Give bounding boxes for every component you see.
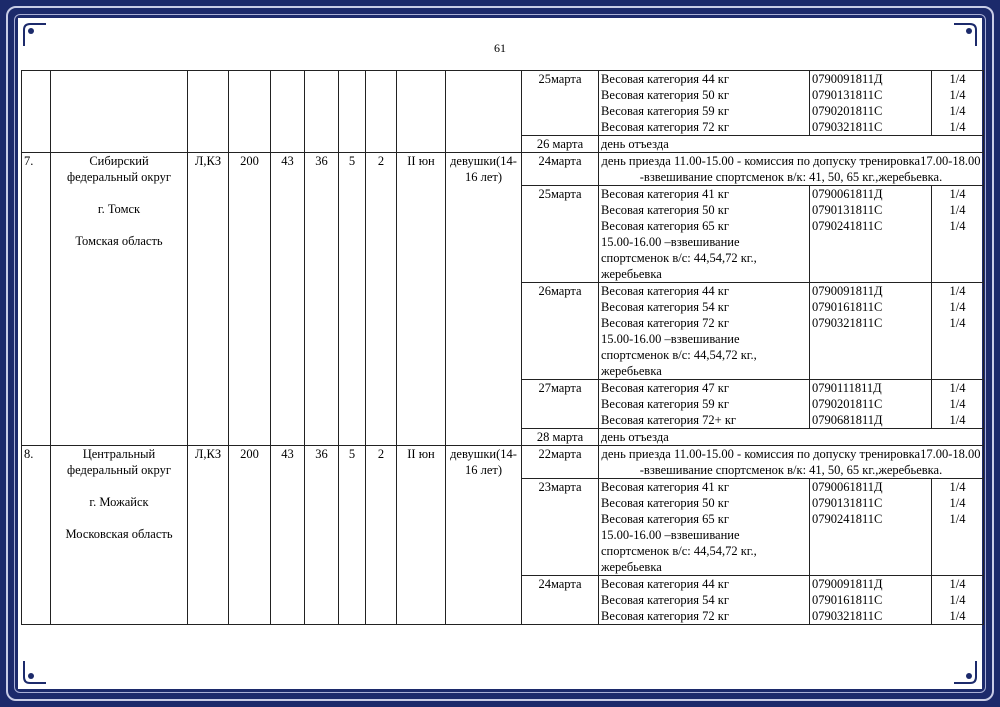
code-line: 0790321811С bbox=[812, 609, 883, 623]
empty-cell bbox=[305, 71, 339, 153]
category-line: спортсменок в/с: 44,54,72 кг., bbox=[601, 251, 757, 265]
category-line: Весовая категория 54 кг bbox=[601, 300, 729, 314]
category-line: жеребьевка bbox=[601, 560, 662, 574]
category-line: Весовая категория 72 кг bbox=[601, 609, 729, 623]
day-categories bbox=[599, 576, 810, 625]
category-line: Весовая категория 59 кг bbox=[601, 104, 729, 118]
arrival-date bbox=[522, 446, 599, 479]
page-number: 61 bbox=[494, 41, 506, 55]
category-line: жеребьевка bbox=[601, 364, 662, 378]
fraction-line: 1/4 bbox=[949, 120, 966, 134]
fraction-line: 1/4 bbox=[949, 413, 966, 427]
region-line: Сибирский bbox=[89, 154, 149, 168]
category-line: Весовая категория 44 кг bbox=[601, 72, 729, 86]
date-line: марта bbox=[550, 154, 582, 168]
region-line: Московская область bbox=[65, 527, 173, 541]
arrival-line: 17.00-18.00 -взвешивание спортсменок в/к: 41, 50, 65 кг., bbox=[639, 154, 981, 184]
date-line: 27 bbox=[538, 381, 551, 395]
category-line: Весовая категория 50 кг bbox=[601, 88, 729, 102]
date-line: марта bbox=[550, 284, 582, 298]
day-codes bbox=[810, 576, 932, 625]
entry-c4: 2 bbox=[366, 446, 397, 625]
code-line: 0790091811Д bbox=[812, 284, 883, 298]
entry-c3: 5 bbox=[339, 153, 366, 446]
table-row bbox=[22, 71, 984, 136]
schedule-table bbox=[21, 70, 984, 625]
day-fractions bbox=[932, 283, 984, 380]
category-line: 15.00-16.00 –взвешивание bbox=[601, 332, 740, 346]
region-line: г. Можайск bbox=[89, 495, 149, 509]
day-date bbox=[522, 186, 599, 283]
code-line: 0790201811С bbox=[812, 104, 883, 118]
day-fractions bbox=[932, 380, 984, 429]
fraction-line: 1/4 bbox=[949, 300, 966, 314]
arrival-line: день приезда 11.00-15.00 - комиссия по допуску тренировка bbox=[601, 447, 921, 461]
entry-c2: 36 bbox=[305, 153, 339, 446]
day-date bbox=[522, 576, 599, 625]
entry-number: 8. bbox=[22, 446, 51, 625]
code-line: 0790161811С bbox=[812, 593, 883, 607]
date-line: марта bbox=[550, 72, 582, 86]
entry-rank: II юн bbox=[397, 153, 446, 446]
date-line: 24 bbox=[538, 154, 551, 168]
fraction-line: 1/4 bbox=[949, 381, 966, 395]
category-line: Весовая категория 50 кг bbox=[601, 203, 729, 217]
day-codes bbox=[810, 479, 932, 576]
entry-group bbox=[446, 446, 522, 625]
code-line: 0790091811Д bbox=[812, 577, 883, 591]
group-line: девушки bbox=[450, 447, 497, 461]
fraction-line: 1/4 bbox=[949, 609, 966, 623]
empty-cell bbox=[339, 71, 366, 153]
category-line: спортсменок в/с: 44,54,72 кг., bbox=[601, 544, 757, 558]
fraction-line: 1/4 bbox=[949, 480, 966, 494]
date-line: 24 bbox=[538, 577, 551, 591]
code-line: 0790061811Д bbox=[812, 480, 883, 494]
category-line: Весовая категория 65 кг bbox=[601, 512, 729, 526]
type-line: КЗ bbox=[206, 447, 222, 461]
table-row bbox=[22, 153, 984, 186]
code-line: 0790161811С bbox=[812, 300, 883, 314]
arrival-text bbox=[599, 446, 984, 479]
empty-cell bbox=[397, 71, 446, 153]
arrival-line: день приезда 11.00-15.00 - комиссия по допуску тренировка bbox=[601, 154, 921, 168]
entry-c1: 43 bbox=[271, 153, 305, 446]
fraction-line: 1/4 bbox=[949, 219, 966, 233]
date-line: 26 bbox=[538, 284, 551, 298]
region-line bbox=[53, 217, 185, 233]
empty-cell bbox=[229, 71, 271, 153]
date-line: 25 bbox=[538, 72, 551, 86]
entry-type bbox=[188, 446, 229, 625]
fraction-line: 1/4 bbox=[949, 187, 966, 201]
fraction-line: 1/4 bbox=[949, 496, 966, 510]
category-line: Весовая категория 65 кг bbox=[601, 219, 729, 233]
date-line: марта bbox=[550, 577, 582, 591]
region-line bbox=[53, 478, 185, 494]
entry-group bbox=[446, 153, 522, 446]
code-line: 0790321811С bbox=[812, 316, 883, 330]
type-line: Л, bbox=[194, 447, 207, 461]
day-codes bbox=[810, 283, 932, 380]
region-line: г. Томск bbox=[97, 202, 141, 216]
entry-region bbox=[51, 446, 188, 625]
entry-number: 7. bbox=[22, 153, 51, 446]
day-codes bbox=[810, 380, 932, 429]
date-line: марта bbox=[550, 480, 582, 494]
fraction-line: 1/4 bbox=[949, 72, 966, 86]
code-line: 0790091811Д bbox=[812, 72, 883, 86]
entry-c2: 36 bbox=[305, 446, 339, 625]
code-line: 0790681811Д bbox=[812, 413, 883, 427]
category-line: Весовая категория 72 кг bbox=[601, 316, 729, 330]
arrival-date bbox=[522, 153, 599, 186]
category-line: 15.00-16.00 –взвешивание bbox=[601, 528, 740, 542]
empty-cell bbox=[271, 71, 305, 153]
category-line: Весовая категория 54 кг bbox=[601, 593, 729, 607]
corner-ornament-icon bbox=[952, 659, 978, 685]
entry-total: 200 bbox=[229, 446, 271, 625]
entry-c3: 5 bbox=[339, 446, 366, 625]
entry-type bbox=[188, 153, 229, 446]
category-line: жеребьевка bbox=[601, 267, 662, 281]
category-line: Весовая категория 44 кг bbox=[601, 577, 729, 591]
fraction-line: 1/4 bbox=[949, 512, 966, 526]
day-fractions bbox=[932, 71, 984, 136]
code-line: 0790061811Д bbox=[812, 187, 883, 201]
empty-cell bbox=[446, 71, 522, 153]
day-categories bbox=[599, 71, 810, 136]
category-line: Весовая категория 50 кг bbox=[601, 496, 729, 510]
entry-total: 200 bbox=[229, 153, 271, 446]
code-line: 0790131811С bbox=[812, 496, 883, 510]
day-fractions bbox=[932, 186, 984, 283]
entry-rank: II юн bbox=[397, 446, 446, 625]
code-line: 0790321811С bbox=[812, 120, 883, 134]
date-line: марта bbox=[550, 447, 582, 461]
category-line: 15.00-16.00 –взвешивание bbox=[601, 235, 740, 249]
day-date bbox=[522, 380, 599, 429]
code-line: 0790201811С bbox=[812, 397, 883, 411]
type-line: КЗ bbox=[206, 154, 222, 168]
category-line: Весовая категория 59 кг bbox=[601, 397, 729, 411]
entry-c1: 43 bbox=[271, 446, 305, 625]
empty-cell bbox=[22, 71, 51, 153]
day-categories bbox=[599, 479, 810, 576]
entry-c4: 2 bbox=[366, 153, 397, 446]
schedule-body bbox=[22, 71, 984, 625]
region-line: Центральный bbox=[82, 447, 156, 461]
category-line: Весовая категория 44 кг bbox=[601, 284, 729, 298]
date-line: 22 bbox=[538, 447, 551, 461]
empty-cell bbox=[51, 71, 188, 153]
day-fractions bbox=[932, 576, 984, 625]
day-fractions bbox=[932, 479, 984, 576]
fraction-line: 1/4 bbox=[949, 88, 966, 102]
fraction-line: 1/4 bbox=[949, 203, 966, 217]
arrival-text bbox=[599, 153, 984, 186]
day-categories bbox=[599, 283, 810, 380]
region-line: федеральный округ bbox=[67, 170, 171, 184]
fraction-line: 1/4 bbox=[949, 104, 966, 118]
day-categories bbox=[599, 186, 810, 283]
category-line: Весовая категория 41 кг bbox=[601, 480, 729, 494]
day-date bbox=[522, 283, 599, 380]
region-line: Томская область bbox=[75, 234, 163, 248]
group-line: (14-16 лет) bbox=[464, 154, 517, 184]
date-line: марта bbox=[550, 187, 582, 201]
code-line: 0790241811С bbox=[812, 512, 883, 526]
fraction-line: 1/4 bbox=[949, 397, 966, 411]
arrival-line: жеребьевка. bbox=[878, 463, 943, 477]
corner-ornament-icon bbox=[22, 659, 48, 685]
code-line: 0790131811С bbox=[812, 203, 883, 217]
category-line: Весовая категория 47 кг bbox=[601, 381, 729, 395]
departure-date: 26 марта bbox=[522, 136, 599, 153]
fraction-line: 1/4 bbox=[949, 593, 966, 607]
arrival-line: жеребьевка. bbox=[878, 170, 943, 184]
category-line: Весовая категория 72+ кг bbox=[601, 413, 737, 427]
region-line: федеральный округ bbox=[67, 463, 171, 477]
table-row bbox=[22, 446, 984, 479]
date-line: 25 bbox=[538, 187, 551, 201]
day-categories bbox=[599, 380, 810, 429]
departure-text: день отъезда bbox=[599, 136, 984, 153]
date-line: марта bbox=[550, 381, 582, 395]
departure-date: 28 марта bbox=[522, 429, 599, 446]
arrival-line: 17.00-18.00 -взвешивание спортсменок в/к: 41, 50, 65 кг., bbox=[639, 447, 981, 477]
code-line: 0790241811С bbox=[812, 219, 883, 233]
category-line: спортсменок в/с: 44,54,72 кг., bbox=[601, 348, 757, 362]
category-line: Весовая категория 41 кг bbox=[601, 187, 729, 201]
group-line: девушки bbox=[450, 154, 497, 168]
region-line bbox=[53, 510, 185, 526]
document-page bbox=[18, 18, 982, 689]
code-line: 0790131811С bbox=[812, 88, 883, 102]
fraction-line: 1/4 bbox=[949, 284, 966, 298]
day-codes bbox=[810, 71, 932, 136]
day-date bbox=[522, 479, 599, 576]
empty-cell bbox=[366, 71, 397, 153]
departure-text: день отъезда bbox=[599, 429, 984, 446]
day-date bbox=[522, 71, 599, 136]
type-line: Л, bbox=[194, 154, 207, 168]
fraction-line: 1/4 bbox=[949, 577, 966, 591]
date-line: 23 bbox=[538, 480, 551, 494]
group-line: (14-16 лет) bbox=[464, 447, 517, 477]
code-line: 0790111811Д bbox=[812, 381, 882, 395]
empty-cell bbox=[188, 71, 229, 153]
region-line bbox=[53, 185, 185, 201]
fraction-line: 1/4 bbox=[949, 316, 966, 330]
day-codes bbox=[810, 186, 932, 283]
entry-region bbox=[51, 153, 188, 446]
category-line: Весовая категория 72 кг bbox=[601, 120, 729, 134]
